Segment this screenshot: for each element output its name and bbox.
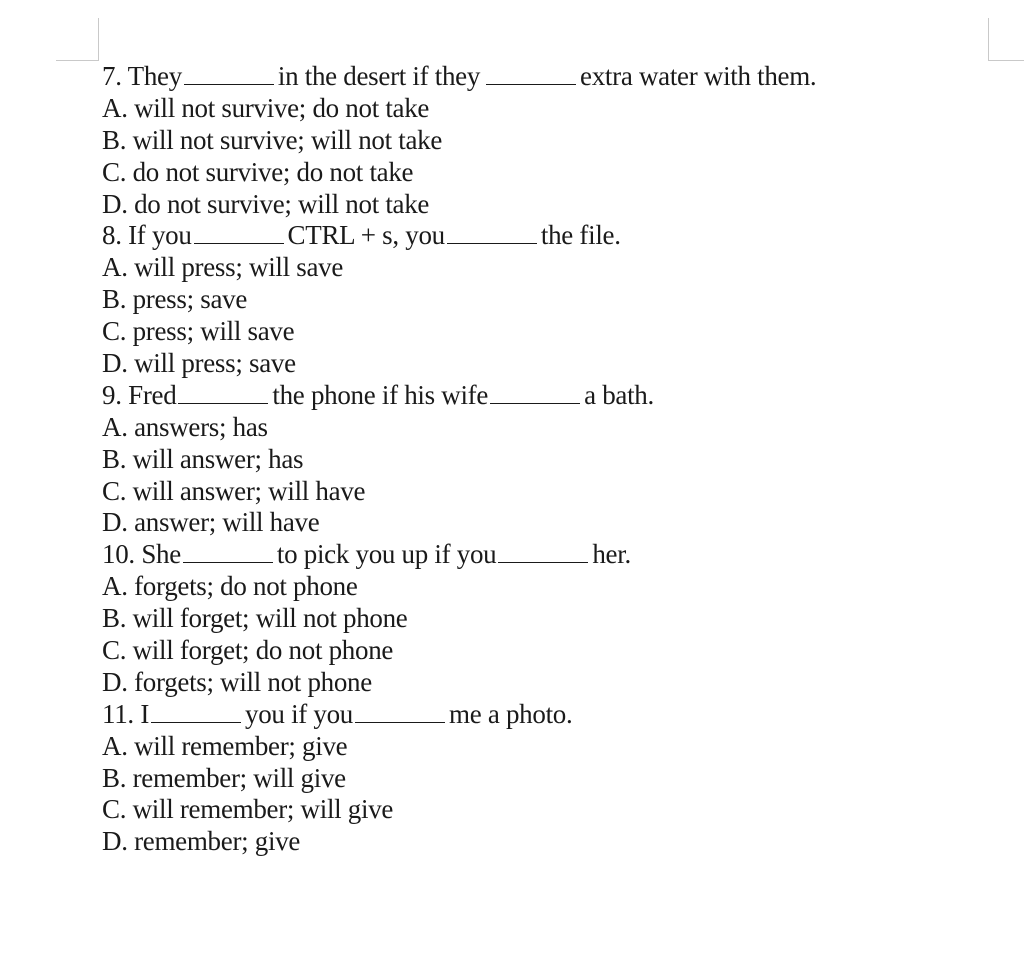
option-b: B. will not survive; will not take — [102, 124, 443, 155]
page-margin-corner-mark-left-horizontal — [56, 60, 99, 61]
answer-blank — [183, 541, 273, 563]
page-margin-corner-mark-right — [988, 18, 1024, 61]
answer-blank — [184, 63, 274, 85]
answer-blank — [447, 222, 537, 244]
question-text-part: If you — [128, 220, 192, 251]
option-b: B. will answer; has — [102, 443, 304, 474]
option-d: D. forgets; will not phone — [102, 666, 372, 697]
option-c: C. will answer; will have — [102, 475, 366, 506]
option-a: A. answers; has — [102, 411, 268, 442]
option-c: C. press; will save — [102, 316, 295, 347]
answer-blank — [355, 701, 445, 723]
question-text-part: Fred — [128, 379, 177, 410]
option-a: A. will remember; give — [102, 730, 348, 761]
option-d: D. do not survive; will not take — [102, 188, 430, 219]
question-number: 7. — [102, 61, 122, 91]
option-b: B. press; save — [102, 284, 248, 315]
answer-blank — [486, 63, 576, 85]
option-c: C. will forget; do not phone — [102, 635, 394, 666]
answer-blank — [178, 382, 268, 404]
question-text-part: the phone if his wife — [272, 379, 489, 410]
option-a: A. will press; will save — [102, 252, 344, 283]
document-body — [102, 61, 1002, 858]
answer-blank — [498, 541, 588, 563]
question-text-part: They — [127, 61, 182, 91]
question-9-stem — [102, 380, 1002, 412]
answer-blank — [490, 382, 580, 404]
question-number: 10. — [102, 539, 135, 570]
option-c: C. will remember; will give — [102, 794, 394, 825]
question-text-part: She — [141, 539, 181, 570]
option-d: D. answer; will have — [102, 507, 320, 538]
page-margin-corner-mark-left — [98, 18, 99, 60]
question-text-part: extra water with them. — [580, 61, 817, 91]
option-c: C. do not survive; do not take — [102, 156, 414, 187]
option-a: A. forgets; do not phone — [102, 571, 358, 602]
question-7-stem — [102, 61, 1002, 93]
question-text-part: I — [140, 698, 150, 729]
question-text-part: her. — [592, 539, 631, 570]
option-a: A. will not survive; do not take — [102, 92, 430, 123]
answer-blank — [194, 222, 284, 244]
question-10-stem — [102, 539, 1002, 571]
question-8-stem — [102, 220, 1002, 252]
option-b: B. remember; will give — [102, 762, 346, 793]
question-text-part: a bath. — [584, 379, 654, 410]
question-text-part: me a photo. — [449, 698, 573, 729]
question-text-part: the file. — [540, 220, 621, 251]
question-number: 11. — [102, 698, 134, 729]
question-text-part: CTRL + s, you — [287, 220, 445, 251]
question-number: 8. — [102, 220, 122, 251]
answer-blank — [151, 701, 241, 723]
question-text-part: to pick you up if you — [276, 539, 497, 570]
question-number: 9. — [102, 379, 122, 410]
option-b: B. will forget; will not phone — [102, 603, 408, 634]
question-text-part: in the desert if they — [277, 61, 481, 91]
option-d: D. will press; save — [102, 348, 296, 379]
question-text-part: you if you — [245, 698, 354, 729]
question-11-stem — [102, 699, 1002, 731]
option-d: D. remember; give — [102, 826, 301, 857]
